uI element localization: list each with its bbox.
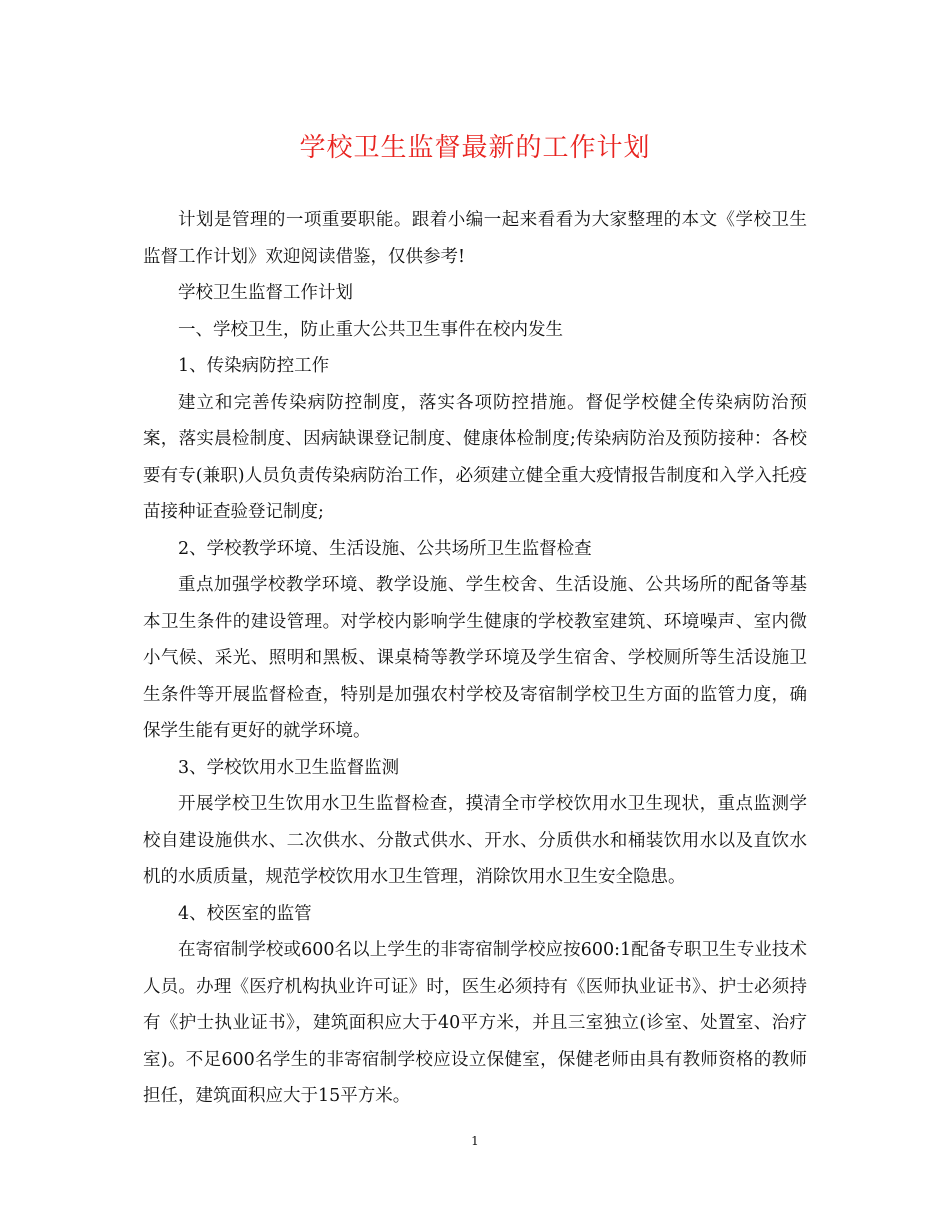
paragraph-item-2: 重点加强学校教学环境、教学设施、学生校舍、生活设施、公共场所的配备等基本卫生条件的建设管理。对学校内影响学生健康的学校教室建筑、环境噪声、室内微小气候、采光、照明和黑板、课桌椅等教学环境及学生宿舍、学校厕所等生活设施卫生条件等开展监督检查，特别是加强农村学校及寄宿制学校卫生方面的监管力度，确保学生能有更好的就学环境。 [143,575,807,741]
paragraph-subtitle: 学校卫生监督工作计划 [178,283,353,303]
page-number: 1 [471,1134,479,1148]
paragraph-item-1: 建立和完善传染病防控制度，落实各项防控措施。督促学校健全传染病防治预案，落实晨检制度、因病缺课登记制度、健康体检制度;传染病防治及预防接种：各校要有专(兼职)人员负责传染病防治工作，必须建立健全重大疫情报告制度和入学入托疫苗接种证查验登记制度; [143,392,807,522]
item-heading-3: 3、学校饮用水卫生监督监测 [178,757,400,778]
paragraph-item-4: 在寄宿制学校或600名以上学生的非寄宿制学校应按600:1配备专职卫生专业技术人员。办理《医疗机构执业许可证》时，医生必须持有《医师执业证书》、护士必须持有《护士执业证书》，建筑面积应大于40平方米，并且三室独立(诊室、处置室、治疗室)。不足600名学生的非寄宿制学校应设立保健室，保健老师由具有教师资格的教师担任，建筑面积应大于15平方米。 [143,940,807,1106]
item-heading-1: 1、传染病防控工作 [178,356,330,376]
document-body [143,202,807,1115]
document-title: 学校卫生监督最新的工作计划 [299,133,651,163]
item-heading-2: 2、学校教学环境、生活设施、公共场所卫生监督检查 [178,538,592,559]
item-heading-4: 4、校医室的监管 [178,903,312,924]
section-heading-1: 一、学校卫生，防止重大公共卫生事件在校内发生 [178,319,563,340]
paragraph-item-3: 开展学校卫生饮用水卫生监督检查，摸清全市学校饮用水卫生现状，重点监测学校自建设施供水、二次供水、分散式供水、开水、分质供水和桶装饮用水以及直饮水机的水质质量，规范学校饮用水卫生管理，消除饮用水卫生安全隐患。 [143,794,807,887]
paragraph-intro: 计划是管理的一项重要职能。跟着小编一起来看看为大家整理的本文《学校卫生监督工作计划》欢迎阅读借鉴，仅供参考! [143,210,807,267]
